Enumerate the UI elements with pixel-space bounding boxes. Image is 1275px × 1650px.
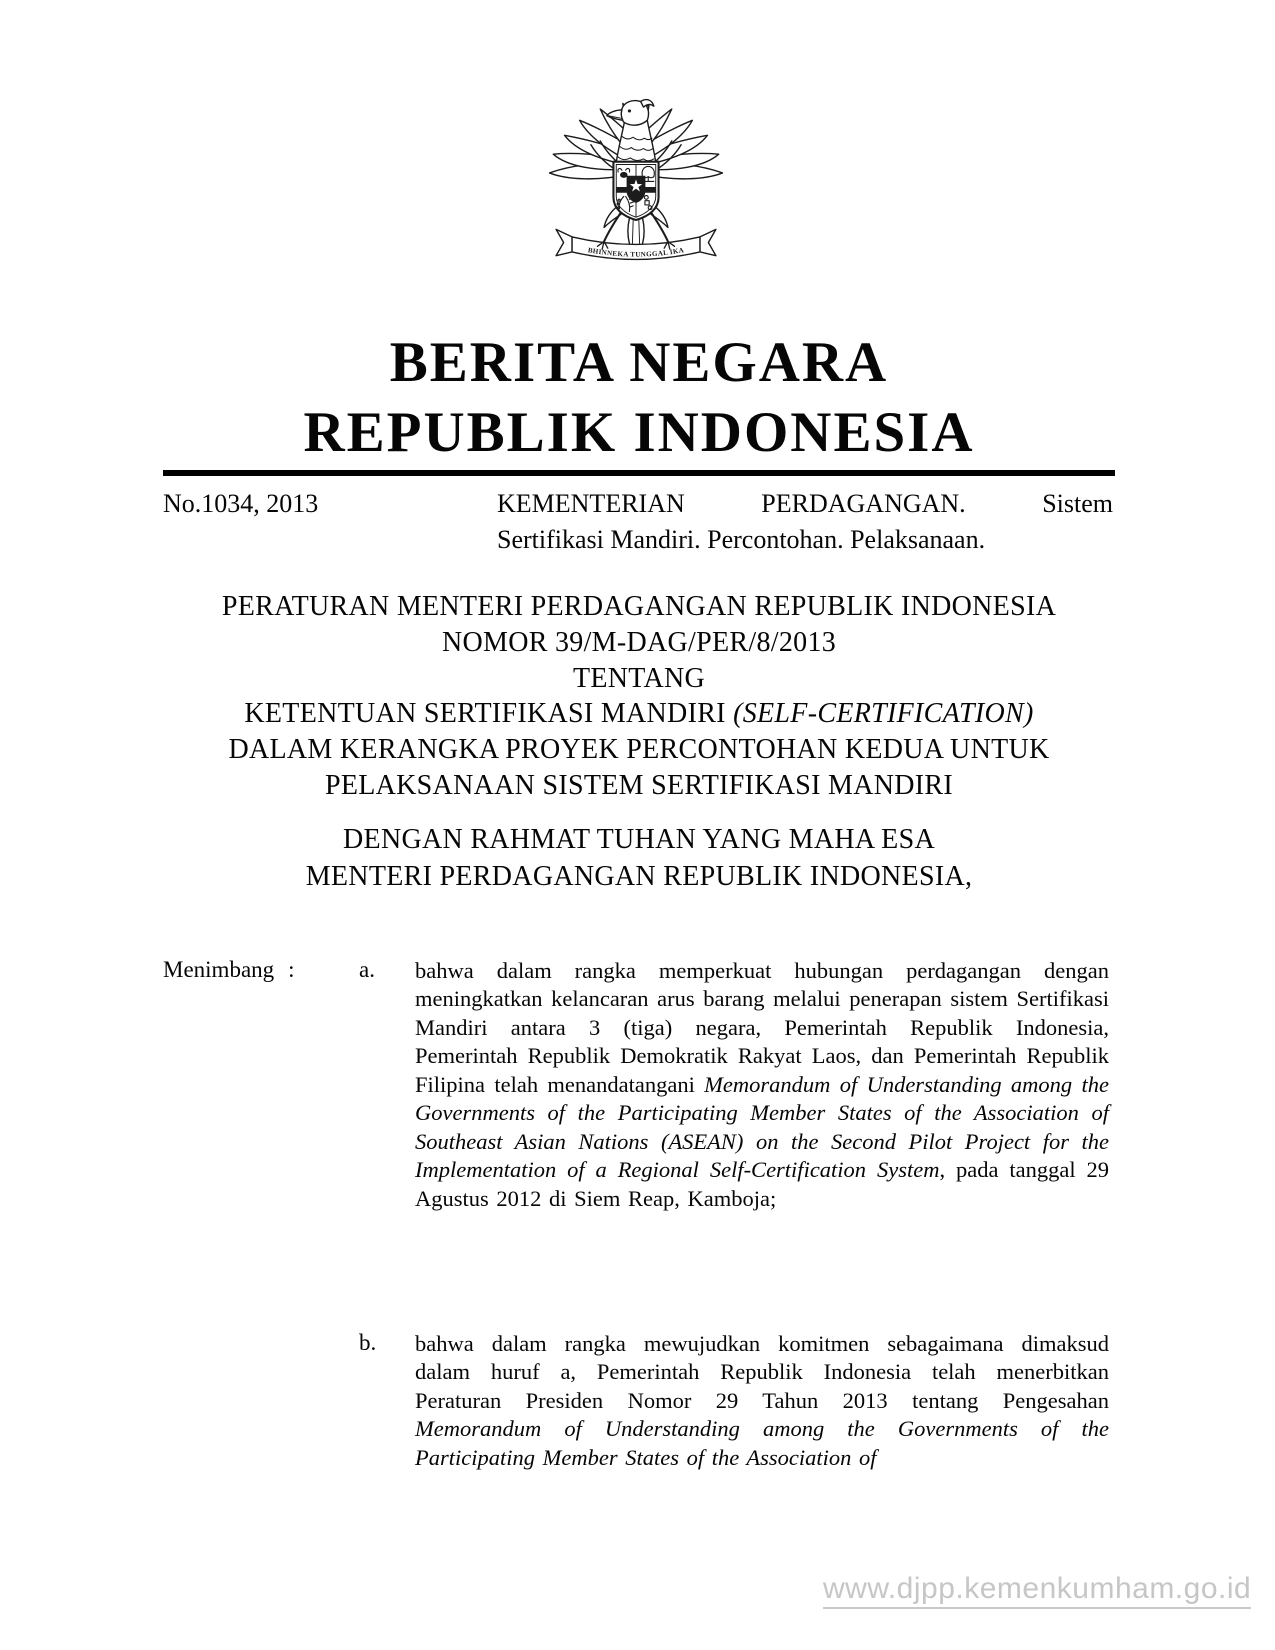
- gazette-subject-line-1: KEMENTERIAN PERDAGANGAN. Sistem: [497, 489, 1113, 518]
- considering-label-colon: :: [288, 957, 295, 982]
- considering-label-text: Menimbang: [163, 957, 275, 982]
- masthead: [163, 328, 1115, 468]
- title-line: NOMOR 39/M-DAG/PER/8/2013: [441, 626, 837, 658]
- garuda-pancasila-emblem: [542, 92, 730, 284]
- considering-item-b-marker: b.: [359, 1330, 377, 1355]
- masthead-line-1: BERITA NEGARA: [389, 331, 889, 394]
- regulation-title: [163, 589, 1115, 804]
- pancasila-shield: [613, 162, 658, 220]
- considering-label: [163, 957, 295, 983]
- title-line: KETENTUAN SERTIFIKASI MANDIRI (SELF-CERTIFICATION): [244, 698, 1034, 730]
- masthead-line-2: REPUBLIK INDONESIA: [303, 401, 975, 464]
- invocation-block: [163, 821, 1115, 895]
- title-line: PERATURAN MENTERI PERDAGANGAN REPUBLIK INDONESIA: [221, 591, 1057, 622]
- title-line: PELAKSANAAN SISTEM SERTIFIKASI MANDIRI: [324, 769, 954, 801]
- authority-line: MENTERI PERDAGANGAN REPUBLIK INDONESIA,: [305, 861, 973, 892]
- motto-text: BHINNEKA TUNGGAL IKA: [587, 246, 685, 259]
- gazette-number: No.1034, 2013: [163, 489, 319, 518]
- title-line: DALAM KERANGKA PROYEK PERCONTOHAN KEDUA UNTUK: [228, 734, 1050, 766]
- gazette-subject: [497, 486, 1113, 558]
- considering-item-b-text: bahwa dalam rangka mewujudkan komitmen sebagaimana dimaksud dalam huruf a, Pemerintah Republik Indonesia telah menerbitkan Peraturan Presiden Nomor 29 Tahun 2013 tentang Pengesahan Memorandum of Understanding among the Governments of the Participating Member States of the Association of: [415, 1331, 1109, 1470]
- masthead-divider: [163, 470, 1115, 476]
- watermark-url: www.djpp.kemenkumham.go.id: [823, 1574, 1251, 1609]
- considering-item-a-marker: a.: [359, 957, 375, 982]
- gazette-subject-line-2: Sertifikasi Mandiri. Percontohan. Pelaksanaan.: [497, 525, 986, 554]
- title-line: TENTANG: [572, 662, 706, 694]
- invocation-line: DENGAN RAHMAT TUHAN YANG MAHA ESA: [343, 824, 935, 855]
- considering-item-a-text: bahwa dalam rangka memperkuat hubungan perdagangan dengan meningkatkan kelancaran arus barang melalui penerapan sistem Sertifikasi Mandiri antara 3 (tiga) negara, Pemerintah Republik Indonesia, Pemerintah Republik Demokratik Rakyat Laos, dan Pemerintah Republik Filipina telah menandatangani Memorandum of Understanding among the Governments of the Participating Member States of the Association of Southeast Asian Nations (ASEAN) on the Second Pilot Project for the Implementation of a Regional Self-Certification System, pada tanggal 29 Agustus 2012 di Siem Reap, Kamboja;: [415, 958, 1109, 1211]
